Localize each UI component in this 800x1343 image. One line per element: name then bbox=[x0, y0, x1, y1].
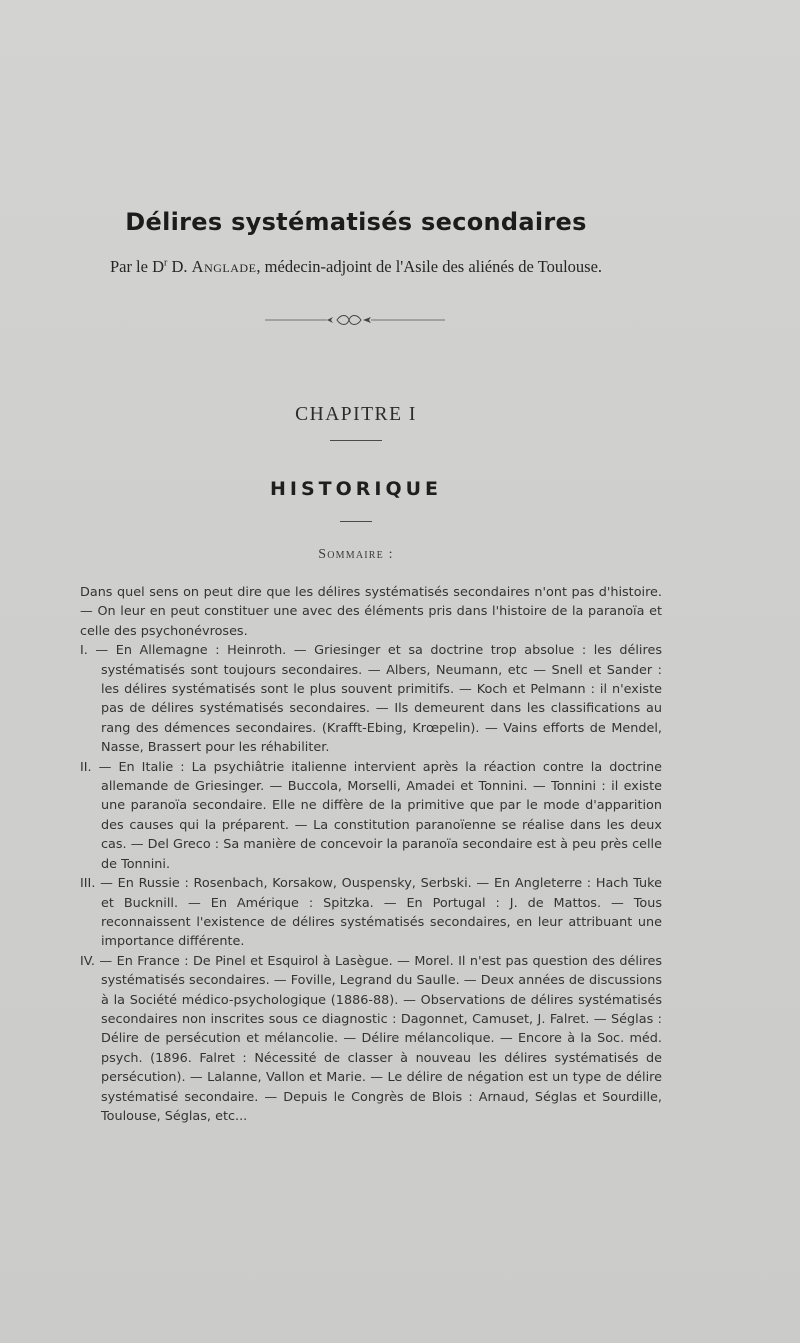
section-heading: HISTORIQUE bbox=[269, 478, 443, 500]
author-initial: D. bbox=[167, 257, 192, 276]
summary-paragraph-russia-england: III. — En Russie : Rosenbach, Korsakow, Ouspensky, Serbski. — En Angleterre : Hach Tuke et Bucknill. — En Amérique : Spitzka. — En Portugal : J. de Mattos. — Tous reconnaissent l'existence de délires systématisés secondaires, en leur attribuant une importance différente. bbox=[80, 876, 662, 950]
summary-paragraph-france: IV. — En France : De Pinel et Esquirol à Lasègue. — Morel. Il n'est pas question des délires systématisés secondaires. — Foville, Legrand du Saulle. — Deux années de discussions à la Société médico-psychologique (1886-88). — Observations de délires systématisés secondaires non inscrites sous ce diagnostic : Dagonnet, Camuset, J. Falret. — Séglas : Délire de persécution et mélancolie. — Délire mélancolique. — Encore à la Soc. méd. psych. (1896. Falret : Nécessité de classer à nouveau les délires systématisés de persécution). — Lalanne, Vallon et Marie. — Le délire de négation est un type de délire systématisé secondaire. — Depuis le Congrès de Blois : Arnaud, Séglas et Sourdille, Toulouse, Séglas, etc... bbox=[80, 953, 662, 1124]
author-prefix: Par le D bbox=[109, 257, 165, 276]
author-title-sup: r bbox=[164, 257, 168, 269]
summary-intro-paragraph: Dans quel sens on peut dire que les délires systématisés secondaires n'ont pas d'histoire.— On leur en peut constituer une avec des éléments pris dans l'histoire de la paranoïa et celle des psychonévroses. bbox=[80, 585, 662, 639]
ornament-divider bbox=[265, 313, 445, 327]
summary-body bbox=[80, 583, 662, 1126]
chapter-rule bbox=[330, 440, 382, 441]
author-affiliation: , médecin-adjoint de l'Asile des aliénés de Toulouse. bbox=[256, 257, 603, 276]
section-rule bbox=[340, 521, 372, 522]
summary-label: Sommaire : bbox=[318, 547, 394, 562]
chapter-heading: CHAPITRE I bbox=[295, 404, 417, 425]
article-title: Délires systématisés secondaires bbox=[125, 208, 587, 236]
summary-paragraph-germany: I. — En Allemagne : Heinroth. — Griesinger et sa doctrine trop absolue : les délires systématisés sont toujours secondaires. — Albers, Neumann, etc — Snell et Sander : les délires systématisés sont le plus souvent primitifs. — Koch et Pelmann : il n'existe pas de délires systématisés secondaires. — Ils demeurent dans les classifications au rang des démences secondaires. (Krafft-Ebing, Krœpelin). — Vains efforts de Mendel, Nasse, Brassert pour les réhabiliter. bbox=[80, 643, 662, 756]
author-line bbox=[0, 257, 712, 277]
author-name: Anglade bbox=[191, 257, 257, 276]
summary-paragraph-italy: II. — En Italie : La psychiâtrie italienne intervient après la réaction contre la doctrine allemande de Griesinger. — Buccola, Morselli, Amadei et Tonnini. — Tonnini : il existe une paranoïa secondaire. Elle ne diffère de la primitive que par le mode d'apparition des causes qui la préparent. — La constitution paranoïenne se réalise dans les deux cas. — Del Greco : Sa manière de concevoir la paranoïa secondaire est à peu près celle de Tonnini. bbox=[80, 759, 662, 872]
